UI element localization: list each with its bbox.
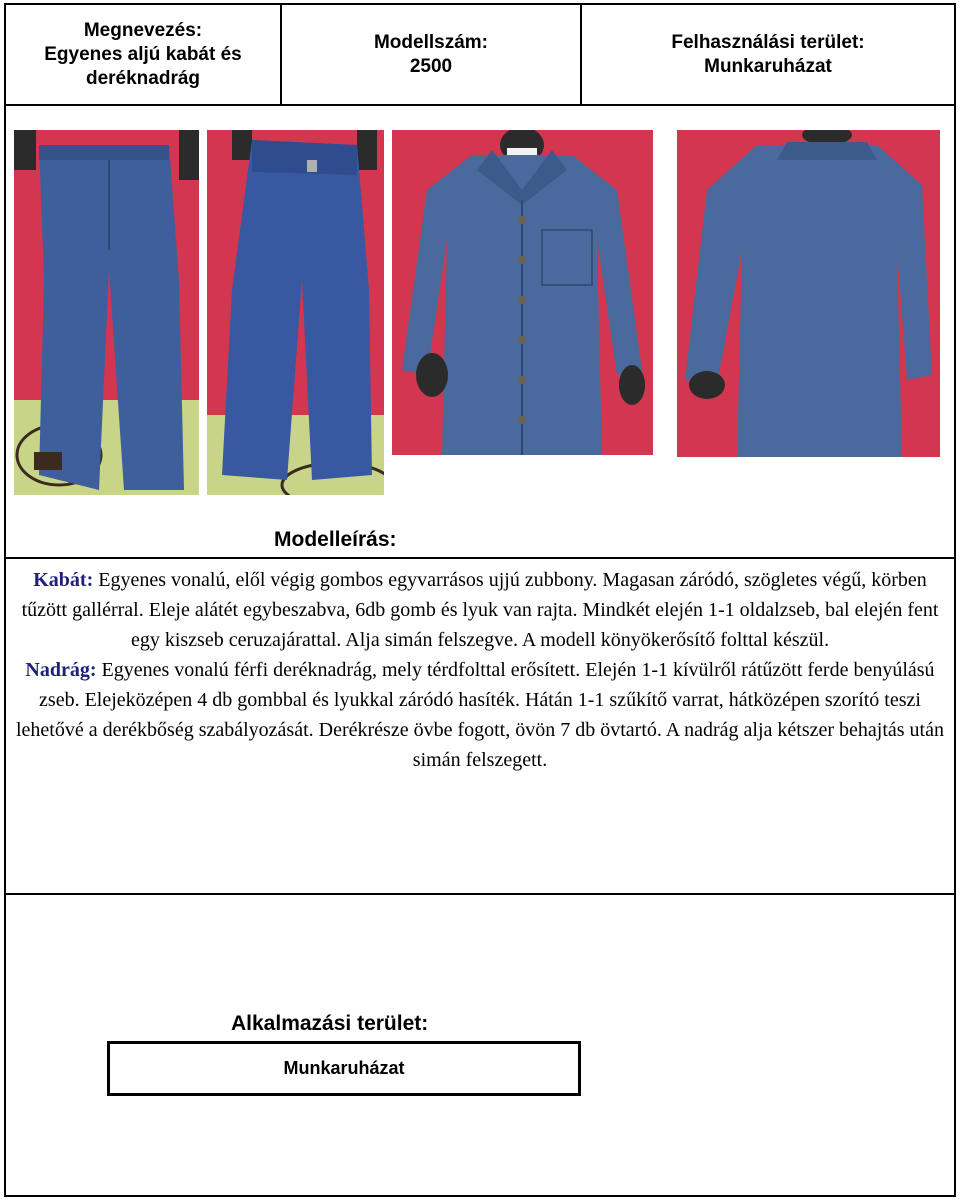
application-title: Alkalmazási terület: <box>231 1012 429 1035</box>
usage-value: Munkaruházat <box>704 55 832 77</box>
application-box <box>107 1041 581 1096</box>
jacket-back-photo <box>677 130 940 457</box>
jacket-paragraph <box>8 565 952 655</box>
name-cell <box>4 3 282 106</box>
jacket-front-photo <box>392 130 653 455</box>
name-line-1: Egyenes aljú kabát és <box>44 43 242 65</box>
jacket-text: Egyenes vonalú, elől végig gombos egyvarrásos ujjú zubbony. Magasan záródó, szögletes végű, körben tűzött gallérral. Eleje alátét egybeszabva, 6db gomb és lyuk van rajta. Mindkét elején 1-1 oldalzseb, bal elején fent egy kiszseb ceruzajárattal. Alja simán felszegve. A modell könyökerősítő folttal készül. <box>21 569 939 651</box>
application-value: Munkaruházat <box>283 1058 405 1078</box>
pants-label: Nadrág: <box>25 659 97 681</box>
model-number-cell <box>280 3 582 106</box>
pants-text: Egyenes vonalú férfi deréknadrág, mely térdfolttal erősített. Elején 1-1 kívülről rátűzött ferde benyúlású zseb. Elejeközépen 4 db gombbal és lyukkal záródó hasíték. Hátán 1-1 szűkítő varrat, hátközépen szorító teszi lehetővé a derékbőség szabályozását. Derékrésze övbe fogott, övön 7 db övtartó. A nadrág alja kétszer behajtás után simán felszegett. <box>16 659 944 771</box>
model-label: Modellszám: <box>373 31 489 53</box>
name-line-2: deréknadrág <box>85 67 201 89</box>
divider <box>4 557 956 559</box>
divider <box>4 893 956 895</box>
pants-back-photo <box>207 130 384 495</box>
pants-front-photo <box>14 130 199 495</box>
usage-label: Felhasználási terület: <box>671 31 865 53</box>
jacket-label: Kabát: <box>33 569 94 591</box>
description-title: Modelleírás: <box>274 528 397 551</box>
name-label: Megnevezés: <box>83 19 203 41</box>
description-body <box>8 565 952 775</box>
pants-paragraph <box>8 655 952 775</box>
usage-cell <box>580 3 956 106</box>
model-value: 2500 <box>409 55 453 77</box>
